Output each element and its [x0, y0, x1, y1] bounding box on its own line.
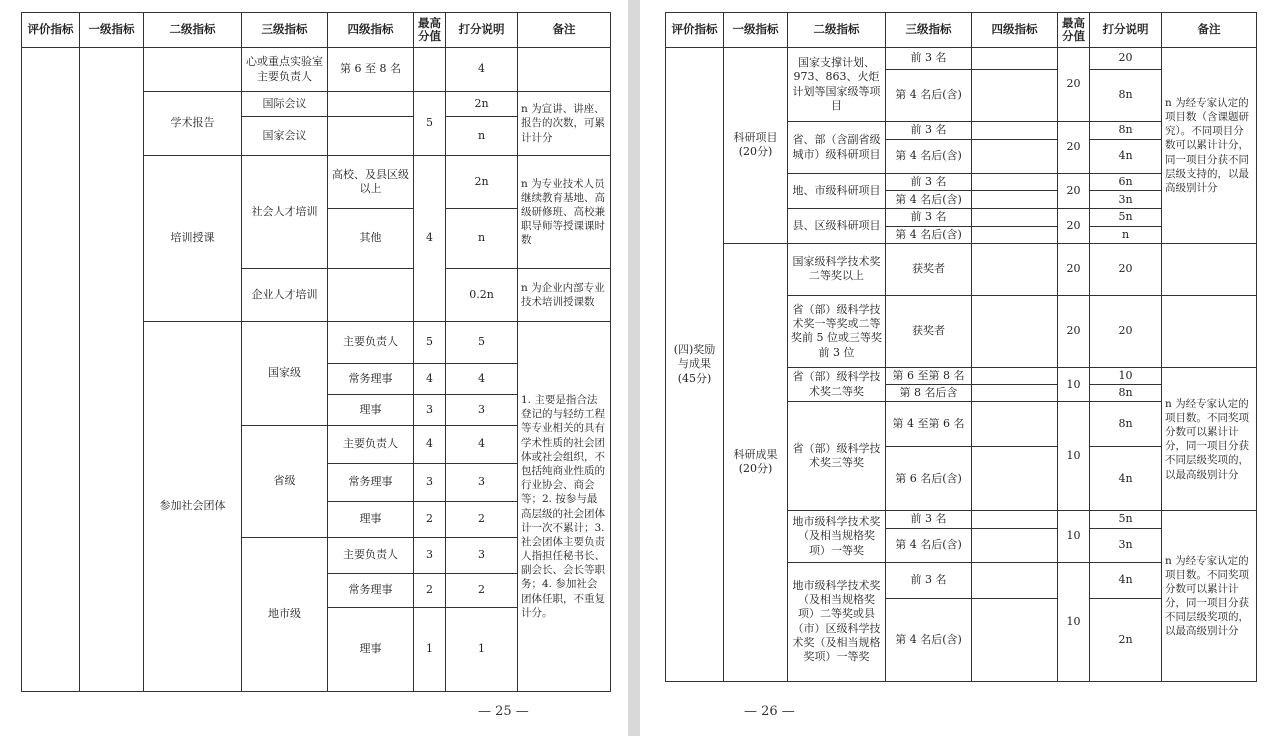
header-level2: 二级指标	[788, 13, 886, 48]
level2-cell: 地市级科学技术奖（及相当规格奖项）一等奖	[788, 511, 886, 562]
header-remarks: 备注	[1162, 13, 1257, 48]
level2-cell: 学术报告	[144, 92, 242, 156]
level3-cell: 获奖者	[886, 295, 972, 367]
header-scoring: 打分说明	[446, 13, 518, 48]
remarks-cell: n 为经专家认定的项目数。不同奖项分数可以累计计分，同一项目分获不同层级奖项的，以最高级别计分	[1162, 367, 1257, 511]
remarks-cell: n 为经专家认定的项目数（含课题研究）。不同项目分数可以累计计分，同一项目分获不同层级支持的，以最高级别计分	[1162, 48, 1257, 244]
score-cell: 3n	[1090, 528, 1162, 562]
level4-cell: 理事	[328, 395, 414, 426]
score-cell: 8n	[1090, 402, 1162, 447]
header-level1: 一级指标	[80, 13, 144, 48]
header-scoring: 打分说明	[1090, 13, 1162, 48]
level4-cell: 主要负责人	[328, 322, 414, 364]
score-cell: 20	[1090, 48, 1162, 70]
score-cell: 0.2n	[446, 269, 518, 322]
level3-cell: 前 3 名	[886, 122, 972, 140]
max-score-cell: 1	[414, 608, 446, 692]
header-level4: 四级指标	[972, 13, 1058, 48]
level1-cell: 科研项目(20分)	[724, 48, 788, 244]
level4-cell: 常务理事	[328, 464, 414, 502]
level3-cell: 地市级	[242, 538, 328, 692]
level3-cell: 第 4 名后(含)	[886, 191, 972, 209]
score-cell: 2	[446, 574, 518, 608]
max-score-cell: 20	[1058, 48, 1090, 122]
level4-cell-empty	[328, 117, 414, 156]
max-score-cell: 3	[414, 538, 446, 574]
level3-cell: 省级	[242, 426, 328, 538]
score-cell: 4	[446, 364, 518, 395]
level4-cell-empty	[972, 140, 1058, 174]
level3-cell: 第 4 名后(含)	[886, 140, 972, 174]
max-score-cell: 4	[414, 426, 446, 464]
level3-cell: 前 3 名	[886, 209, 972, 226]
level3-cell: 国家级	[242, 322, 328, 426]
level4-cell-empty	[972, 385, 1058, 402]
level3-cell: 企业人才培训	[242, 269, 328, 322]
page-left	[0, 0, 628, 736]
max-score-cell: 20	[1058, 209, 1090, 244]
max-score-cell: 5	[414, 322, 446, 364]
level4-cell: 理事	[328, 502, 414, 538]
page-number: — 25 —	[478, 704, 529, 719]
level3-cell: 前 3 名	[886, 48, 972, 70]
level2-cell: 国家支撑计划、973、863、火炬计划等国家级等项目	[788, 48, 886, 122]
level2-cell: 培训授课	[144, 156, 242, 322]
header-level3: 三级指标	[242, 13, 328, 48]
max-score-cell: 10	[1058, 562, 1090, 681]
header-row	[22, 13, 611, 48]
score-cell: 5	[446, 322, 518, 364]
level4-cell-empty	[972, 209, 1058, 226]
max-score-cell: 20	[1058, 122, 1090, 174]
score-cell: 2n	[1090, 598, 1162, 681]
level4-cell-empty	[972, 191, 1058, 209]
level3-cell: 第 6 至第 8 名	[886, 367, 972, 384]
table-row	[22, 48, 611, 92]
level4-cell: 理事	[328, 608, 414, 692]
score-cell: 3	[446, 395, 518, 426]
level4-cell-empty	[972, 562, 1058, 598]
level3-cell: 心或重点实验室主要负责人	[242, 48, 328, 92]
max-score-cell: 3	[414, 464, 446, 502]
level3-cell: 国际会议	[242, 92, 328, 117]
score-cell: 4n	[1090, 447, 1162, 511]
score-cell: n	[446, 117, 518, 156]
table-row	[666, 243, 1257, 295]
level3-cell: 前 3 名	[886, 511, 972, 528]
remarks-cell: n 为企业内部专业技术培训授课数	[518, 269, 611, 322]
score-cell: n	[446, 209, 518, 269]
max-score-cell: 20	[1058, 295, 1090, 367]
level4-cell-empty	[972, 402, 1058, 447]
header-remarks: 备注	[518, 13, 611, 48]
score-cell: 20	[1090, 295, 1162, 367]
page-number: — 26 —	[744, 704, 795, 719]
score-cell: 5n	[1090, 209, 1162, 226]
level4-cell-empty	[972, 174, 1058, 191]
level1-cell-empty	[80, 48, 144, 692]
remarks-cell-empty	[1162, 243, 1257, 295]
score-cell: 2	[446, 502, 518, 538]
level4-cell-empty	[972, 511, 1058, 528]
level4-cell: 高校、及县区级以上	[328, 156, 414, 209]
header-row	[666, 13, 1257, 48]
max-score-cell: 5	[414, 92, 446, 156]
remarks-cell: n 为经专家认定的项目数。不同奖项分数可以累计计分，同一项目分获不同层级奖项的，以最高级别计分	[1162, 511, 1257, 681]
header-max-score: 最高分值	[414, 13, 446, 48]
level4-cell: 常务理事	[328, 574, 414, 608]
level3-cell: 第 4 名后(含)	[886, 70, 972, 122]
score-cell: 4	[446, 426, 518, 464]
level3-cell: 前 3 名	[886, 174, 972, 191]
score-cell: 6n	[1090, 174, 1162, 191]
level4-cell: 主要负责人	[328, 538, 414, 574]
max-score-cell: 4	[414, 156, 446, 322]
level2-cell: 省、部（含副省级城市）级科研项目	[788, 122, 886, 174]
level4-cell: 第 6 至 8 名	[328, 48, 414, 92]
score-cell: 10	[1090, 367, 1162, 384]
header-level1: 一级指标	[724, 13, 788, 48]
score-cell: 20	[1090, 243, 1162, 295]
level3-cell: 第 4 名后(含)	[886, 226, 972, 243]
level4-cell-empty	[972, 295, 1058, 367]
level3-cell: 第 4 至第 6 名	[886, 402, 972, 447]
max-score-cell: 10	[1058, 367, 1090, 402]
score-cell: 2n	[446, 156, 518, 209]
level4-cell: 常务理事	[328, 364, 414, 395]
level4-cell-empty	[972, 226, 1058, 243]
level4-cell-empty	[972, 367, 1058, 384]
level4-cell-empty	[328, 92, 414, 117]
level3-cell: 第 4 名后(含)	[886, 528, 972, 562]
level4-cell-empty	[972, 243, 1058, 295]
level4-cell-empty	[328, 269, 414, 322]
score-cell: n	[1090, 226, 1162, 243]
level2-cell: 省（部）级科学技术奖三等奖	[788, 402, 886, 511]
level4-cell: 其他	[328, 209, 414, 269]
max-score-cell: 20	[1058, 243, 1090, 295]
level4-cell-empty	[972, 70, 1058, 122]
level3-cell: 第 6 名后(含)	[886, 447, 972, 511]
level4-cell-empty	[972, 122, 1058, 140]
score-cell: 4n	[1090, 140, 1162, 174]
level3-cell: 国家会议	[242, 117, 328, 156]
level1-cell: 科研成果(20分)	[724, 243, 788, 681]
max-score-cell: 20	[1058, 174, 1090, 209]
header-level3: 三级指标	[886, 13, 972, 48]
remarks-cell: n 为宣讲、讲座、报告的次数，可累计计分	[518, 92, 611, 156]
max-score-cell: 2	[414, 502, 446, 538]
score-cell: 3	[446, 538, 518, 574]
score-cell: 3	[446, 464, 518, 502]
eval-cell-empty	[22, 48, 80, 692]
header-max-score: 最高分值	[1058, 13, 1090, 48]
header-eval: 评价指标	[22, 13, 80, 48]
level2-cell: 地、市级科研项目	[788, 174, 886, 209]
level2-cell: 县、区级科研项目	[788, 209, 886, 244]
score-cell: 8n	[1090, 70, 1162, 122]
header-level4: 四级指标	[328, 13, 414, 48]
max-score-cell: 10	[1058, 402, 1090, 511]
max-score-cell-empty	[414, 48, 446, 92]
level3-cell: 社会人才培训	[242, 156, 328, 269]
level2-cell: 国家级科学技术奖二等奖以上	[788, 243, 886, 295]
level3-cell: 前 3 名	[886, 562, 972, 598]
max-score-cell: 2	[414, 574, 446, 608]
score-cell: 4n	[1090, 562, 1162, 598]
score-cell: 8n	[1090, 385, 1162, 402]
level3-cell: 获奖者	[886, 243, 972, 295]
score-cell: 1	[446, 608, 518, 692]
remarks-cell-empty	[518, 48, 611, 92]
score-cell: 4	[446, 48, 518, 92]
page-right	[640, 0, 1267, 736]
score-cell: 8n	[1090, 122, 1162, 140]
level2-cell: 省（部）级科学技术奖二等奖	[788, 367, 886, 402]
page-gutter	[628, 0, 640, 736]
score-cell: 2n	[446, 92, 518, 117]
header-level2: 二级指标	[144, 13, 242, 48]
level4-cell-empty	[972, 528, 1058, 562]
level2-cell-empty	[144, 48, 242, 92]
level2-cell: 地市级科学技术奖（及相当规格奖项）二等奖或县（市）区级科学技术奖（及相当规格奖项）一等奖	[788, 562, 886, 681]
level4-cell-empty	[972, 598, 1058, 681]
evaluation-table-left	[21, 12, 611, 692]
level4-cell-empty	[972, 48, 1058, 70]
max-score-cell: 3	[414, 395, 446, 426]
remarks-cell: n 为专业技术人员继续教育基地、高级研修班、高校兼职导师等授课课时数	[518, 156, 611, 269]
level4-cell: 主要负责人	[328, 426, 414, 464]
level2-cell: 参加社会团体	[144, 322, 242, 692]
score-cell: 5n	[1090, 511, 1162, 528]
remarks-cell: 1. 主要是指合法登记的与轻纺工程等专业相关的具有学术性质的社会团体或社会组织，不包括纯商业性质的行业协会、商会等；2. 按参与最高层级的社会团体计一次不累计；3. 社会团体主要负责人指担任秘书长、副会长、会长等职务；4. 参加社会团体任职，不重复计分。	[518, 322, 611, 692]
level3-cell: 第 8 名后含	[886, 385, 972, 402]
table-row	[666, 48, 1257, 70]
remarks-cell-empty	[1162, 295, 1257, 367]
level3-cell: 第 4 名后(含)	[886, 598, 972, 681]
max-score-cell: 4	[414, 364, 446, 395]
evaluation-table-right	[665, 12, 1257, 682]
level4-cell-empty	[972, 447, 1058, 511]
score-cell: 3n	[1090, 191, 1162, 209]
max-score-cell: 10	[1058, 511, 1090, 562]
level2-cell: 省（部）级科学技术奖一等奖或二等奖前 5 位或三等奖前 3 位	[788, 295, 886, 367]
header-eval: 评价指标	[666, 13, 724, 48]
eval-cell: (四)奖励与成果(45分)	[666, 48, 724, 682]
